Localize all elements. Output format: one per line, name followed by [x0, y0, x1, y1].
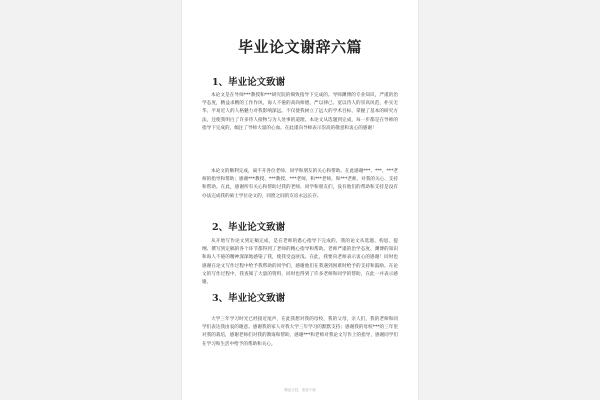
section-2-paragraph-1: 从开始写作论文到定稿完成，是在老师的悉心指导下完成的，我的论文从选题、构思、提纲、撰写到定稿的各个环节都得到了老师的精心指导和帮助。老师严谨的治学态度、渊博的知识和诲人不倦的精神深深地感染了我，使我受益匪浅。在此，我要向老师表示衷心的感谢！同时也感谢在论文写作过程中给予我帮助的同学们，感谢他们在我遇到困难时给予的支持和鼓励。在论文的写作过程中，我查阅了大量的资料，同时也得到了许多老师和同学的帮助，在此一并表示感谢。	[202, 239, 398, 286]
section-heading-1: 1、毕业论文致谢	[212, 77, 286, 88]
section-1-paragraph-1: 本论文是在导师***教授和***研究院的细致指导下完成的。导师渊博的专业知识，严谨的治学态度，精益求精的工作作风，诲人不倦的高尚师德，严以律己、宽以待人的崇高风范，朴实无华、平易近人的人格魅力对我影响深远。不仅使我树立了远大的学术目标，掌握了基本的研究方法，还使我明白了许多待人接物与为人处事的道理。本论文从选题到完成，每一步都是在导师的指导下完成的，倾注了导师大量的心血。在此谨向导师表示崇高的敬意和衷心的感谢！	[202, 93, 398, 131]
document-page	[182, 0, 418, 400]
section-heading-3: 3、毕业论文致谢	[212, 293, 286, 304]
page-footer: 精品文档，欢迎下载	[284, 388, 316, 392]
section-heading-2: 2、毕业论文致谢	[212, 222, 286, 233]
document-title: 毕业论文谢辞六篇	[237, 38, 362, 56]
section-1-paragraph-2: 本论文的顺利完成，离不开各位老师、同学和朋友的关心和帮助。在此感谢***、***、***老师的指导和帮助；感谢***教授、***教授、***老师，和***老师，和***老师，对我的关心、支持和帮助。在此，感谢所有关心和帮助过我的老师、同学和朋友们，没有他们的帮助和支持是没有办法完成我的硕士学位论文的，同窗之间的友谊永远长存。	[202, 169, 398, 199]
section-3-paragraph-1: 大学三年学习时光已经接近尾声，在此我想对我的母校，我的父母，亲人们，我的老师和同学们表达我由衷的谢意。感谢我的家人对我大学三年学习的默默支持；感谢我的母校***的三年里对我的栽培，感谢老师们对我的教诲和帮助，感谢***和老师对我论文写作上的指导，感谢同学们在学习和生活中给予的帮助和关心。	[202, 317, 398, 347]
